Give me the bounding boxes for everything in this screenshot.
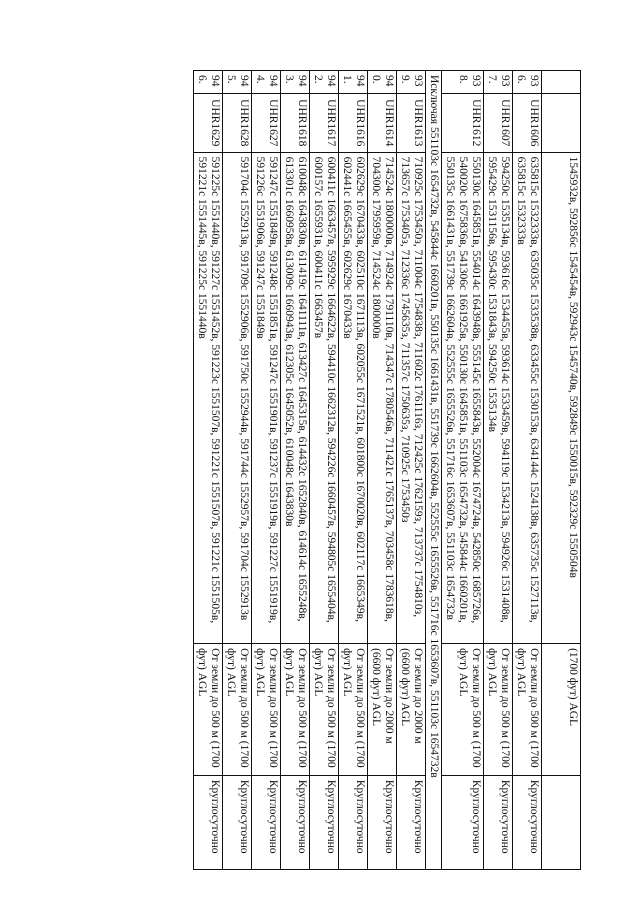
cell-num: 942.: [310, 71, 339, 94]
cell-coords: 635815с 1532333в, 635035с 1533538в, 633455с 1530153в, 634144с 1524138в, 635735с 1527113в, 635815с 1532333в: [513, 152, 542, 644]
table-row: [484, 71, 513, 870]
cell-time: Круглосуточно: [281, 775, 310, 869]
cell-coords: 1545932в, 592856с 1545454в, 592943с 1545740в, 592849с 1550015в, 592329с 1550504в: [542, 152, 581, 644]
cell-num: [542, 71, 581, 94]
restricted-areas-table: [193, 70, 581, 870]
cell-code: UHR1606: [513, 94, 542, 153]
table-row: [368, 71, 397, 870]
cell-code: UHR1627: [252, 94, 281, 153]
cell-num: 940.: [368, 71, 397, 94]
cell-time: Круглосуточно: [442, 775, 484, 869]
cell-code: UHR1612: [442, 94, 484, 153]
cell-height: От земли до 2000 м (6600 фут) AGL: [397, 644, 426, 776]
cell-height: От земли до 500 м (1700 фут) AGL: [484, 644, 513, 776]
cell-height: От земли до 500 м (1700 фут) AGL: [223, 644, 252, 776]
page-number-text: [0, 456, 1, 471]
cell-code: UHR1613: [397, 94, 426, 153]
cell-height: От земли до 500 м (1700 фут) AGL: [194, 644, 223, 776]
table-row: [513, 71, 542, 870]
cell-num: 944.: [252, 71, 281, 94]
cell-code: UHR1618: [281, 94, 310, 153]
cell-coords: 594250с 1535134в, 593616с 1534455в, 593614с 1533459в, 594119с 1534213в, 594926с 1531408в, 595429с 1531156в, 595430с 1531843в, 594250с 1535134в: [484, 152, 513, 644]
cell-time: Круглосуточно: [397, 775, 426, 869]
table-row: [252, 71, 281, 870]
cell-code: UHR1628: [223, 94, 252, 153]
cell-coords: 710925с 1753450з, 711004с 1754838з, 711602с 1761116з, 712425с 1762159з, 713737с 1754810з, 713657с 1753405з, 712336с 1745635з, 711357с 1750635з, 710925с 1753450з: [397, 152, 426, 644]
table-row: [223, 71, 252, 870]
table-row: [339, 71, 368, 870]
cell-code: UHR1607: [484, 94, 513, 153]
cell-height: От земли до 500 м (1700 фут) AGL: [442, 644, 484, 776]
cell-height: (1700 фут) AGL: [542, 644, 581, 776]
cell-time: Круглосуточно: [513, 775, 542, 869]
cell-code: UHR1614: [368, 94, 397, 153]
table-row: [442, 71, 484, 870]
table-row-note: [426, 71, 442, 870]
cell-time: [542, 775, 581, 869]
cell-note: Исключая 551103с 1654732в, 545844с 1660201в, 550135с 1661431в, 551739с 1662604в, 552555с 1655526в, 551716с 1653607в, 551103с 1654732в: [426, 71, 442, 870]
cell-time: Круглосуточно: [484, 775, 513, 869]
cell-coords: 600411с 1663457в, 595929с 1664622в, 594410с 1662312в, 594226с 1660457в, 594805с 1655404в, 600157с 1655931в, 600411с 1663457в: [310, 152, 339, 644]
table-row: [310, 71, 339, 870]
cell-time: Круглосуточно: [194, 775, 223, 869]
cell-height: От земли до 500 м (1700 фут) AGL: [310, 644, 339, 776]
cell-code: UHR1616: [339, 94, 368, 153]
cell-time: Круглосуточно: [339, 775, 368, 869]
cell-height: От земли до 500 м (1700 фут) AGL: [252, 644, 281, 776]
cell-num: 945.: [223, 71, 252, 94]
cell-code: UHR1629: [194, 94, 223, 153]
cell-num: 946.: [194, 71, 223, 94]
cell-height: От земли до 500 м (1700 фут) AGL: [281, 644, 310, 776]
cell-time: Круглосуточно: [310, 775, 339, 869]
rotated-table-container: [99, 70, 581, 870]
cell-num: 938.: [442, 71, 484, 94]
cell-num: 937.: [484, 71, 513, 94]
cell-coords: 591225с 1551440в, 591227с 1551452в, 591223с 1551507в, 591221с 1551507в, 591221с 1551505в, 591221с 1551445в, 591225с 1551440в: [194, 152, 223, 644]
cell-num: 939.: [397, 71, 426, 94]
cell-time: Круглосуточно: [223, 775, 252, 869]
cell-height: От земли до 2000 м (6600 фут) AGL: [368, 644, 397, 776]
page-number: [0, 455, 14, 485]
cell-time: Круглосуточно: [252, 775, 281, 869]
table-row: [281, 71, 310, 870]
cell-coords: 591704с 1552913в, 591709с 1552906в, 591750с 1552944в, 591744с 1552957в, 591704с 1552913в: [223, 152, 252, 644]
cell-coords: 610048с 1643830в, 611419с 1641111в, 613427с 1645315в, 614432с 1652840в, 614614с 1655248в, 613301с 1660958в, 613009с 1660943в, 612305с 1645052в, 610048с 1643830в: [281, 152, 310, 644]
cell-coords: 714524с 1800000в, 714924с 1791110в, 714347с 1780546в, 711421с 1765137в, 703458с 1783618в, 704300с 1795959в, 714524с 1800000в: [368, 152, 397, 644]
cell-num: 936.: [513, 71, 542, 94]
cell-time: Круглосуточно: [368, 775, 397, 869]
cell-num: 943.: [281, 71, 310, 94]
table-row-continuation: [542, 71, 581, 870]
table-row: [397, 71, 426, 870]
cell-code: UHR1617: [310, 94, 339, 153]
cell-height: От земли до 500 м (1700 фут) AGL: [513, 644, 542, 776]
cell-coords: 602629с 1670433в, 602510с 1671113в, 602055с 1671521в, 601800с 1670020в, 602117с 1665349в, 602441с 1665455в, 602629с 1670433в: [339, 152, 368, 644]
cell-num: 941.: [339, 71, 368, 94]
table-row: [194, 71, 223, 870]
cell-code: [542, 94, 581, 153]
cell-height: От земли до 500 м (1700 фут) AGL: [339, 644, 368, 776]
cell-coords: 591247с 1551849в, 591248с 1551851в, 591247с 1551901в, 591237с 1551919в, 591227с 1551919в, 591226с 1551906в, 591247с 1551849в: [252, 152, 281, 644]
cell-coords: 550130с 1645851в, 554014с 1643948в, 555145с 1655843в, 552004с 1674724в, 542850с 1685726в, 540020с 1675836в, 541306с 1661925в, 550130с 1645851в, 551103с 1654732в, 545844с 1660201в, 550135с 1661431в, 551739с 1662604в, 552555с 1655526в, 551716с 1653607в, 551103с 1654732в: [442, 152, 484, 644]
